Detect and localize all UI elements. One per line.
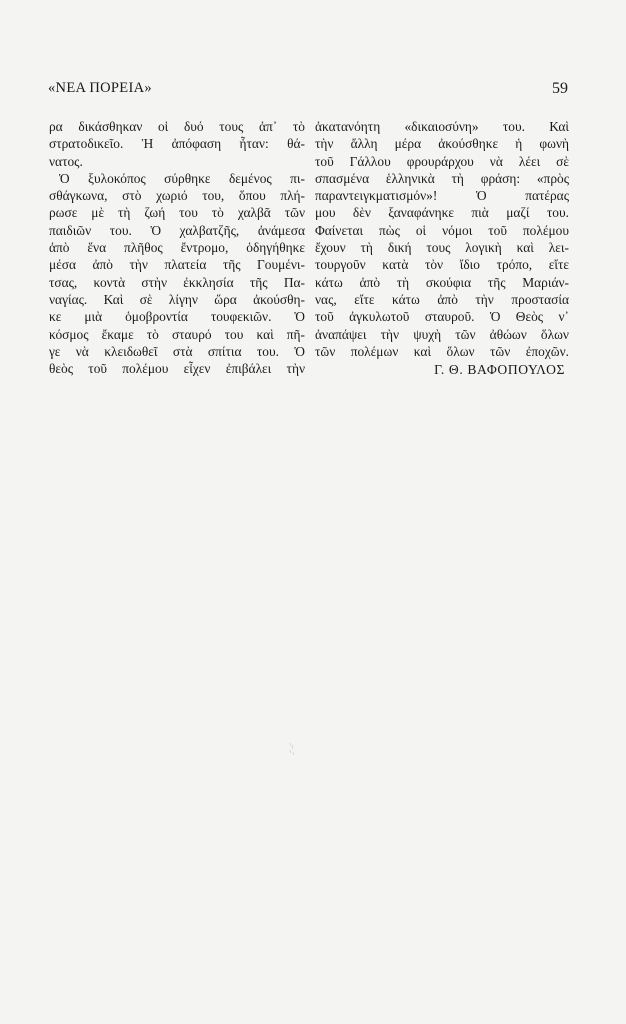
text-line: κάτω ἀπὸ τὴ σκούφια τῆς Μαριάν- xyxy=(315,274,569,290)
text-line: τσας, κοντὰ στὴν ἐκκλησία τῆς Πα- xyxy=(49,274,305,290)
text-line: μου δὲν ξαναφάνηκε πιὰ μαζί του. xyxy=(315,205,569,221)
text-line: γε νὰ κλειδωθεῖ στὰ σπίτια του. Ὁ xyxy=(49,343,305,359)
text-line: ρωσε μὲ τὴ ζωή του τὸ χαλβᾶ τῶν xyxy=(49,205,305,221)
text-line: τὴν ἄλλη μέρα ἀκούσθηκε ἡ φωνὴ xyxy=(315,136,569,152)
text-line: τῶν πολέμων καὶ ὅλων τῶν ἐποχῶν. xyxy=(315,343,569,359)
text-line: ναγίας. Καὶ σὲ λίγην ὥρα ἀκούσθη- xyxy=(49,291,305,307)
text-line: παιδιῶν του. Ὁ χαλβατζῆς, ἀνάμεσα xyxy=(49,222,305,238)
text-line: στρατοδικεῖο. Ἡ ἀπόφαση ἦταν: θά- xyxy=(49,136,305,152)
page-number: 59 xyxy=(552,80,568,97)
running-header xyxy=(48,80,568,102)
text-line: κε μιὰ ὁμοβροντία τουφεκιῶν. Ὁ xyxy=(49,309,305,325)
text-line: Φαίνεται πὼς οἱ νόμοι τοῦ πολέμου xyxy=(315,222,569,238)
text-line: Ὁ ξυλοκόπος σύρθηκε δεμένος πι- xyxy=(59,170,305,186)
text-line: νατος. xyxy=(49,153,83,169)
right-text-column xyxy=(315,118,569,378)
text-line: κόσμος ἔκαμε τὸ σταυρό του καὶ πῆ- xyxy=(49,326,305,342)
text-line: μέσα ἀπὸ τὴν πλατεία τῆς Γουμένι- xyxy=(49,257,305,273)
text-line: ρα δικάσθηκαν οἱ δυό τους ἀπ᾽ τὸ xyxy=(49,119,305,134)
text-line: νας, εἴτε κάτω ἀπὸ τὴν προστασία xyxy=(315,291,569,307)
text-line: σθάγκωνα, στὸ χωριό του, ὅπου πλή- xyxy=(49,188,305,204)
text-line: τοῦ Γάλλου φρουράρχου νὰ λέει σὲ xyxy=(315,153,569,169)
text-line: παραντειγκματισμόν»! Ὁ πατέρας xyxy=(315,188,569,204)
text-line: ἀκατανόητη «δικαιοσύνη» του. Καὶ xyxy=(315,119,569,134)
text-line: θεὸς τοῦ πολέμου εἶχεν ἐπιβάλει τὴν xyxy=(49,361,305,377)
left-text-column xyxy=(49,118,305,377)
text-line: τοῦ ἀγκυλωτοῦ σταυροῦ. Ὁ Θεὸς ν᾽ xyxy=(315,309,569,325)
author-signature: Γ. Θ. ΒΑΦΟΠΟΥΛΟΣ xyxy=(434,362,565,378)
text-line: ἔχουν τὴ δική τους λογικὴ καὶ λει- xyxy=(315,240,569,256)
text-line: σπασμένα ἑλληνικὰ τὴ φράση: «πρὸς xyxy=(315,170,569,186)
text-line: ἀπὸ ἕνα πλῆθος ἔντρομο, ὁδηγήθηκε xyxy=(49,240,305,256)
paper-speck xyxy=(288,742,296,756)
text-line: ἀναπάψει τὴν ψυχὴ τῶν ἀθώων ὅλων xyxy=(315,326,569,342)
journal-title: «ΝΕΑ ΠΟΡΕΙΑ» xyxy=(48,80,152,96)
text-line: τουργοῦν κατὰ τὸν ἴδιο τρόπο, εἴτε xyxy=(315,257,569,273)
